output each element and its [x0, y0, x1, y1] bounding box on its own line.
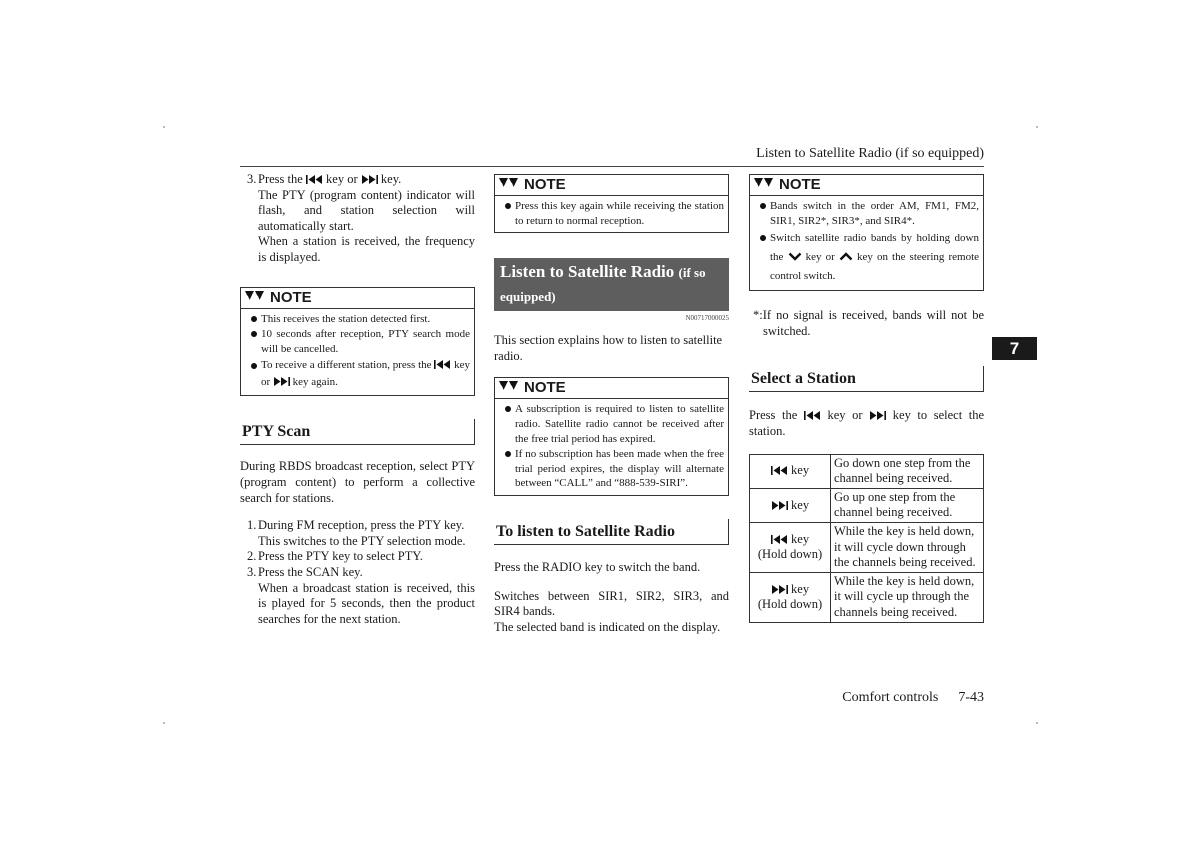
note-bullet: Switch satellite radio bands by holding down the key or key on the steering remote control switch.: [758, 229, 979, 286]
note-bullet: Press this key again while receiving the station to return to normal reception.: [503, 199, 724, 228]
section-heading-select-station: Select a Station: [749, 366, 984, 392]
description-cell: Go up one step from the channel being received.: [831, 488, 984, 522]
pty-step: 2. Press the PTY key to select PTY.: [247, 549, 423, 564]
skip-forward-icon: [771, 585, 788, 594]
page-number: 7-43: [958, 690, 984, 705]
note-header: NOTE: [750, 175, 983, 196]
column-3: [749, 172, 984, 623]
select-intro: Press the key or key to select the station.: [749, 408, 985, 438]
description-cell: While the key is held down, it will cycle down through the channels being received.: [831, 522, 984, 572]
step-3: 3. Press the key or key. The PTY (program content) indicator will flash, and station selection will automatically start. When a station is received, the frequency is displayed.: [247, 172, 475, 264]
table-row: [750, 572, 984, 622]
note-box: [749, 174, 984, 291]
skip-back-icon: [434, 360, 451, 369]
crop-mark: [163, 722, 165, 724]
note-bullet: Bands switch in the order AM, FM1, FM2, SIR1, SIR2*, SIR3*, and SIR4*.: [758, 199, 979, 228]
section-heading-to-listen: To listen to Satellite Radio: [494, 519, 729, 545]
note-bullet: 10 seconds after reception, PTY search mode will be cancelled.: [249, 327, 470, 356]
chevron-down-icon: [788, 252, 802, 261]
description-cell: While the key is held down, it will cycle up through the channels being received.: [831, 572, 984, 622]
listen-para-1: Press the RADIO key to switch the band.: [494, 559, 701, 574]
note-bullet: A subscription is required to listen to satellite radio. Satellite radio cannot be received after the free trial period has expired.: [503, 402, 724, 446]
note-header: NOTE: [495, 175, 728, 196]
pty-steps: [240, 518, 475, 627]
header-rule: [240, 166, 984, 167]
description-cell: Go down one step from the channel being received.: [831, 454, 984, 488]
note-box: [240, 287, 475, 397]
pty-intro: During RBDS broadcast reception, select PTY (program content) to perform a collective search for stations.: [240, 459, 475, 505]
note-bullet: To receive a different station, press the key or key again.: [249, 357, 470, 391]
skip-back-icon: [771, 535, 788, 544]
step-3-para2: When a station is received, the frequency is displayed.: [258, 234, 475, 264]
note-header: NOTE: [495, 378, 728, 399]
note-header: NOTE: [241, 288, 474, 309]
note-check-icon: [245, 291, 267, 305]
skip-back-icon: [771, 466, 788, 475]
key-function-table: [749, 454, 984, 623]
skip-forward-icon: [273, 377, 290, 386]
note-check-icon: [499, 178, 521, 192]
note-check-icon: [499, 381, 521, 395]
footer-section: Comfort controls: [842, 690, 939, 705]
footnote: *:If no signal is received, bands will not be switched.: [753, 308, 984, 338]
key-cell: key: [750, 488, 831, 522]
key-cell: key (Hold down): [750, 522, 831, 572]
table-row: [750, 522, 984, 572]
note-bullet: If no subscription has been made when the free trial period expires, the display will alternate between “CALL” and “888-539-SIRI”.: [503, 447, 724, 491]
pty-step: 3. Press the SCAN key. When a broadcast station is received, this is played for 5 seconds, then the product searches for the next station.: [247, 564, 475, 626]
table-row: [750, 488, 984, 522]
section-heading-satellite-radio: Listen to Satellite Radio (if so equipped): [494, 258, 729, 311]
running-header: Listen to Satellite Radio (if so equipped): [756, 146, 984, 161]
skip-back-icon: [306, 175, 323, 184]
note-box: [494, 377, 729, 496]
note-bullet: This receives the station detected first.: [249, 312, 470, 327]
crop-mark: [1036, 722, 1038, 724]
satellite-intro: This section explains how to listen to satellite radio.: [494, 333, 723, 363]
key-cell: key (Hold down): [750, 572, 831, 622]
crop-mark: [163, 126, 165, 128]
step-3-para1: The PTY (program content) indicator will flash, and station selection will automatically start.: [258, 187, 475, 233]
key-cell: key: [750, 454, 831, 488]
pty-step: 1. During FM reception, press the PTY key. This switches to the PTY selection mode.: [247, 518, 466, 548]
skip-forward-icon: [361, 175, 378, 184]
table-row: [750, 454, 984, 488]
column-1: [240, 172, 475, 627]
column-2: [494, 172, 729, 635]
skip-forward-icon: [771, 501, 788, 510]
skip-forward-icon: [869, 411, 886, 420]
note-check-icon: [754, 178, 776, 192]
page-footer: [842, 690, 984, 706]
document-code: N00717000025: [685, 314, 729, 323]
skip-back-icon: [804, 411, 821, 420]
section-heading-pty-scan: PTY Scan: [240, 419, 475, 445]
crop-mark: [1036, 126, 1038, 128]
listen-para-2: Switches between SIR1, SIR2, SIR3, and SIR4 bands.: [494, 588, 729, 619]
chapter-tab: 7: [992, 337, 1037, 360]
note-box: [494, 174, 729, 233]
listen-para-3: The selected band is indicated on the display.: [494, 619, 721, 634]
chevron-up-icon: [839, 252, 853, 261]
